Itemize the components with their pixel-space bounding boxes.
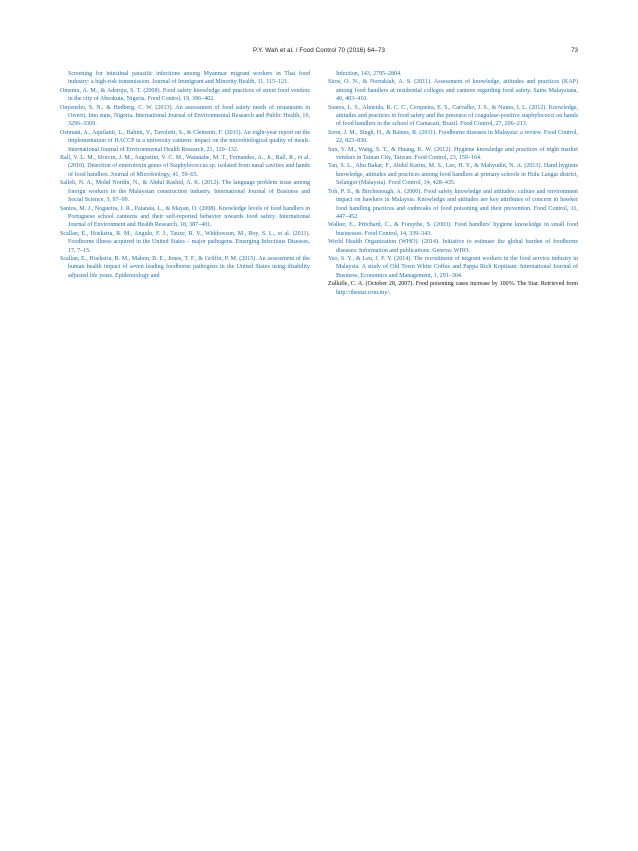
- reference-entry[interactable]: Yeo, S. Y., & Leu, J. F. Y. (2014). The recruitment of migrant workers in the food service industry in Malaysia: A study of Old Town White Coffee and Pappa Rich Kopitiam. International Journal of Business, Economics and Management, 1, 291–304.: [328, 255, 578, 279]
- reference-entry[interactable]: Infection, 143, 2795–2804.: [336, 71, 402, 77]
- journal-citation: P.Y. Wah et al. / Food Control 70 (2016) 64–73: [252, 47, 386, 54]
- references-right-column: [328, 70, 578, 297]
- thestar-link[interactable]: http://thestar.com.my/: [336, 289, 390, 296]
- reference-text: Zulkifle, C. A. (October 28, 2007). Food poisoning cases increase by 100%. The Star. Retrieved from: [328, 281, 578, 288]
- reference-suffix: .: [389, 289, 391, 296]
- running-head: [60, 47, 578, 59]
- reference-entry[interactable]: Tan, S. L., Abu Bakar, F., Abdul Karim, M. S., Lee, H. Y., & Mahyudin, N. A. (2013). Hand hygiene knowledge, attitudes and practices among food handlers at primary schools in Hulu Langat district, Selangor (Malaysia). Food Control, 34, 428–435.: [328, 163, 578, 187]
- reference-entry[interactable]: Soares, L. S., Almeida, R. C. C., Cerqueira, E. S., Carvalho, J. S., & Nunes, I. L. (2012). Knowledge, attitudes and practices in food safety and the presence of coagulase-positive staphylococci on hands of food handlers in the school of Camacari, Brazil. Food Control, 27, 206–213.: [328, 104, 578, 128]
- reference-entry[interactable]: Santos, M. J., Nogueira, J. R., Patarata, L., & Mayan, O. (2008). Knowledge levels of food handlers in Portuguese school canteens and their self-reported behavior towards food safety. International Journal of Environment and Health Research, 18, 387–401.: [60, 205, 310, 229]
- reference-entry[interactable]: Scallan, E., Hoekstra, R. M., Mahon, B. E., Jones, T. F., & Griffin, P. M. (2015). An assessment of the human health impact of seven leading foodborne pathogens in the United States using disability adjusted life years. Epidemiology and: [60, 255, 310, 279]
- reference-entry[interactable]: Walker, E., Pritchard, C., & Forsythe, S. (2003). Food handlers' hygiene knowledge in small food businesses. Food Control, 14, 339–343.: [328, 222, 578, 237]
- reference-entry[interactable]: Onyeneho, S. N., & Hedberg, C. W. (2013). An assessment of food safety needs of restaurants in Owerri, Imo state, Nigeria. International Journal of Environmental Research and Public Health, 10, 3296–3309.: [60, 104, 310, 128]
- references-left-column: [60, 70, 310, 280]
- reference-entry[interactable]: Scallan, E., Hoekstra, R. M., Angulo, F. J., Tauxe, R. V., Widdowson, M., Roy, S. L., et al. (2011). Foodborne illness acquired in the United States – major pathogens. Emerging Infectious Diseases, 17, 7–15.: [60, 230, 310, 254]
- reference-entry[interactable]: Osimani, A., Aquilanti, L., Babini, V., Tavoletti, S., & Clementi, F. (2011). An eight-year report on the implementation of HACCP in a university canteen: impact on the microbiological quality of meals. International Journal of Environmental Health Research, 21, 120–132.: [60, 129, 310, 153]
- reference-entry[interactable]: Siow, O. N., & Norrakiah, A. S. (2011). Assessment of knowledge, attitudes and practices (KAP) among food handlers at residential colleges and canteen regarding food safety. Sains Malaysiana, 40, 403–410.: [328, 79, 578, 103]
- reference-entry[interactable]: Toh, P. S., & Birchenough, A. (2000). Food safety knowledge and attitudes: culture and environment impact on hawkers in Malaysia. Knowledge and attitudes are key attributes of concern in hawker food handling practices and outbreaks of food poisoning and their prevention. Food Control, 11, 447–452.: [328, 188, 578, 220]
- reference-entry[interactable]: World Health Organization (WHO). (2014). Initiative to estimate the global burden of foodborne diseases: Information and publications. Geneva: WHO.: [328, 239, 578, 254]
- reference-entry[interactable]: Rall, V. L. M., Sforcin, J. M., Augustini, V. C. M., Watanabe, M. T., Fernandes, A., Jr., Rall, R., et al. (2010). Detection of enterotoxin genes of Staphylococcus sp. isolated from nasal cavities and hands of food handlers. Journal of Microbiology, 41, 59–65.: [60, 155, 310, 178]
- reference-entry[interactable]: Soon, J. M., Singh, H., & Baines, R. (2011). Foodborne diseases in Malaysia: a review. Food Control, 22, 823–830.: [328, 129, 578, 145]
- reference-entry[interactable]: Omemu, A. M., & Aderoju, S. T. (2008). Food safety knowledge and practices of street food vendors in the city of Abeokuta, Nigeria. Food Control, 19, 396–402.: [60, 87, 310, 103]
- reference-entry[interactable]: Salleh, N. A., Mohd Nordin, N., & Abdul Rashid, A. K. (2012). The language problem issue among foreign workers in the Malaysian construction industry. International Journal of Business and Social Science, 3, 97–99.: [60, 180, 310, 204]
- reference-entry[interactable]: Screening for intestinal parasitic infections among Myanmar migrant workers in Thai food industry: a high-risk transmission. Journal of Immigrant and Minority Health, 11, 115–121.: [68, 71, 310, 86]
- reference-entry[interactable]: Sun, Y. M., Wang, S. T., & Huang, K. W. (2012). Hygiene knowledge and practices of night market vendors in Tainan City, Taiwan. Food Control, 23, 159–164.: [328, 146, 578, 162]
- references-section: [60, 70, 578, 370]
- reference-entry-zulkifle: [328, 280, 578, 297]
- page-number: 73: [571, 47, 578, 54]
